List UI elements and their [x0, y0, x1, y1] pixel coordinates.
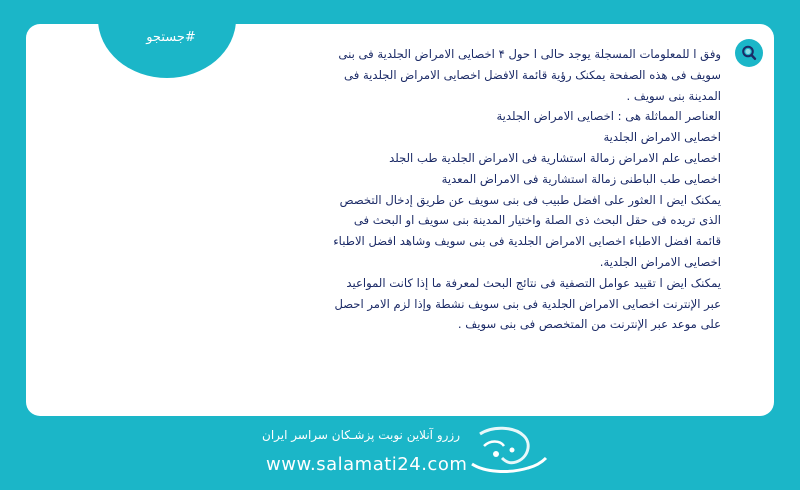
paragraph-item: اخصایی علم الامراض زمالة استشاریة فی الامراض الجلدیة طب الجلد — [389, 150, 721, 165]
search-button[interactable] — [735, 39, 763, 67]
search-icon — [740, 44, 758, 62]
article-text — [331, 44, 721, 335]
footer-tagline: رزرو آنلاین نوبت پزشـکان سراسر ایران — [262, 428, 460, 442]
content-card — [26, 24, 774, 416]
paragraph-item: اخصایی طب الباطنی زمالة استشاریة فی الامراض المعدیة — [441, 171, 721, 186]
tag-label[interactable]: #جستجو — [146, 30, 196, 45]
paragraph-similar: العناصر المماثلة هی : اخصایی الامراض الجلدیة — [496, 109, 721, 124]
paragraph-item: اخصایی الامراض الجلدیة — [603, 130, 721, 145]
salamati-logo-icon — [466, 424, 552, 480]
paragraph-filter-tip: یمکنک ایض ا تقیید عوامل التصفیة فی نتائج البحث لمعرفة ما إذا کانت المواعید عبر الإنترنت اخصایی الامراض الجلدیة فی بنی سویف نشطة وإذا لزم الامر احصل علی موعد عبر الإنترنت من المتخصص فی بنی سویف . — [334, 275, 721, 332]
footer-url[interactable]: www.salamati24.com — [266, 454, 468, 475]
paragraph-search-tip: یمکنک ایض ا العثور علی افضل طبیب فی بنی سویف عن طریق إدخال التخصص الذی تریده فی حقل البحث ذی الصلة واختیار المدینة بنی سویف او البحث فی قائمة افضل الاطباء اخصایی الامراض الجلدیة فی بنی سویف وشاهد افضل الاطباء اخصایی الامراض الجلدیة. — [333, 192, 721, 269]
paragraph-intro: وفق ا للمعلومات المسجلة يوجد حالى ا حول ۴ اخصایی الامراض الجلدیة فی بنی سویف فی هذه الصفحة یمکنک رؤیة قائمة الافضل اخصایی الامراض الجلدیة فی المدینة بنی سویف . — [338, 47, 721, 103]
